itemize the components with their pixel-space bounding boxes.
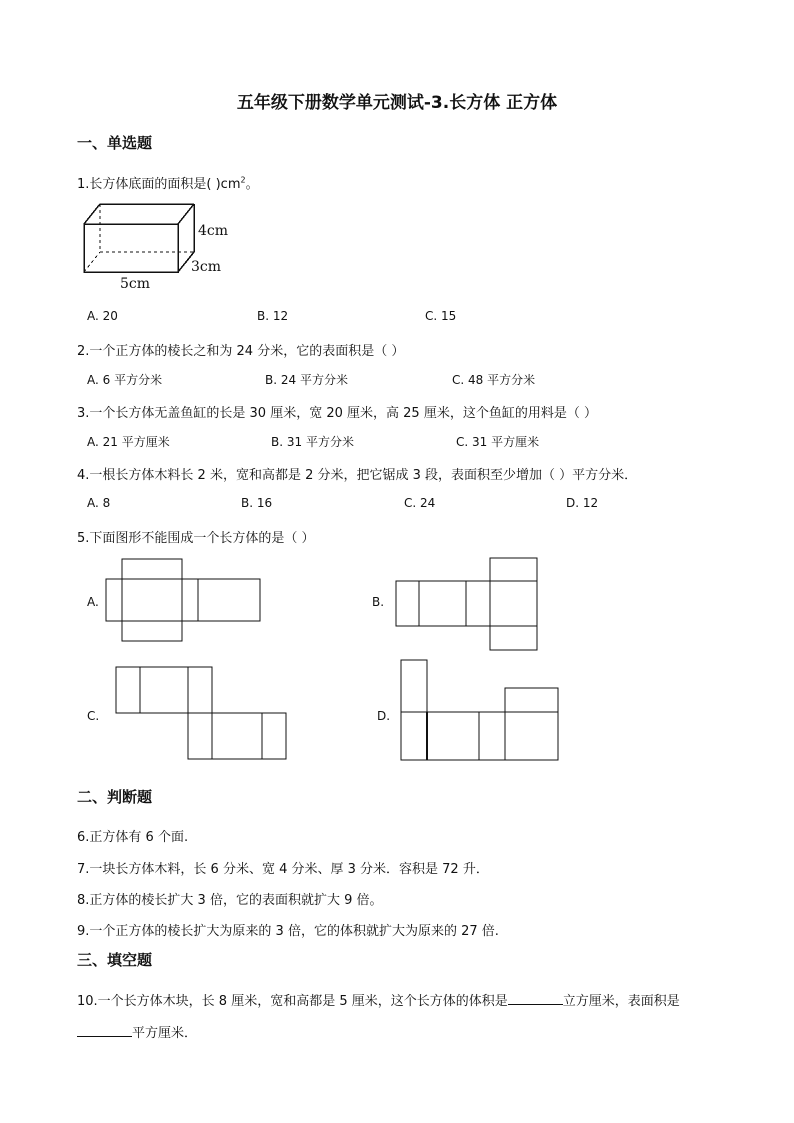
question-5: 5.下面图形不能围成一个长方体的是（ ） [77, 531, 315, 546]
net-c-lower-strip [188, 713, 286, 759]
question-10-text-c: 平方厘米． [132, 1026, 198, 1041]
question-10-line-1 [77, 990, 680, 1009]
q5-option-a[interactable]: A. [87, 595, 99, 609]
label-depth: 3cm [191, 259, 222, 275]
question-1 [77, 173, 259, 192]
q5-option-b[interactable]: B. [372, 595, 385, 609]
cuboid-edge [178, 204, 194, 224]
question-1-text: 1.长方体底面的面积是( )cm [77, 177, 241, 192]
question-4: 4.一根长方体木料长 2 米，宽和高都是 2 分米，把它锯成 3 段，表面积至少增加（ ）平方分米． [77, 468, 638, 483]
blank-volume[interactable] [508, 992, 563, 1005]
section-heading-true-false: 二、判断题 [77, 788, 153, 806]
net-c-upper-strip [116, 667, 212, 713]
net-d-figure [398, 658, 562, 764]
cuboid-hidden-edge [84, 252, 100, 272]
q5-option-c[interactable]: C. [87, 709, 100, 723]
net-a-figure [100, 556, 265, 646]
q4-option-b[interactable]: B. 16 [241, 496, 273, 510]
net-a-bottom-face [122, 621, 182, 641]
question-1-superscript: 2 [240, 175, 246, 185]
q4-option-a[interactable]: A. 8 [87, 496, 111, 510]
question-10-line-2 [77, 1022, 197, 1041]
cuboid-figure [80, 196, 240, 296]
q3-option-b[interactable]: B. 31 平方分米 [271, 435, 354, 449]
question-2: 2.一个正方体的棱长之和为 24 分米，它的表面积是（ ） [77, 344, 405, 359]
net-a-top-face [122, 559, 182, 579]
net-d-top-right-face [505, 688, 558, 712]
question-3: 3.一个长方体无盖鱼缸的长是 30 厘米，宽 20 厘米，高 25 厘米，这个鱼缸的用料是（ ） [77, 406, 597, 421]
question-10-text-a: 10.一个长方体木块，长 8 厘米，宽和高都是 5 厘米，这个长方体的体积是 [77, 994, 508, 1009]
q2-option-a[interactable]: A. 6 平方分米 [87, 373, 163, 387]
net-c-figure [114, 664, 290, 764]
section-heading-single-choice: 一、单选题 [77, 134, 153, 152]
blank-surface-area[interactable] [77, 1024, 132, 1037]
cuboid-edge [84, 204, 100, 224]
question-9: 9.一个正方体的棱长扩大为原来的 3 倍，它的体积就扩大为原来的 27 倍. [77, 924, 499, 939]
q3-option-c[interactable]: C. 31 平方厘米 [456, 435, 540, 449]
page-title: 五年级下册数学单元测试-3.长方体 正方体 [236, 93, 558, 113]
question-7: 7.一块长方体木料，长 6 分米、宽 4 分米、厚 3 分米．容积是 72 升． [77, 862, 489, 877]
question-6: 6.正方体有 6 个面. [77, 830, 189, 845]
net-d-tall-face [401, 660, 427, 712]
q1-option-b[interactable]: B. 12 [257, 309, 289, 323]
question-10-text-b: 立方厘米，表面积是 [562, 994, 680, 1009]
label-height: 4cm [198, 223, 229, 239]
net-a-middle-strip [106, 579, 260, 621]
q4-option-d[interactable]: D. 12 [566, 496, 599, 510]
q2-option-b[interactable]: B. 24 平方分米 [265, 373, 348, 387]
question-8: 8.正方体的棱长扩大 3 倍，它的表面积就扩大 9 倍。 [77, 893, 383, 908]
net-b-top-face [490, 558, 537, 581]
q3-option-a[interactable]: A. 21 平方厘米 [87, 435, 170, 449]
section-heading-fill-blank: 三、填空题 [77, 951, 153, 969]
q4-option-c[interactable]: C. 24 [404, 496, 436, 510]
net-b-bottom-face [490, 626, 537, 650]
label-length: 5cm [120, 276, 151, 292]
q1-option-c[interactable]: C. 15 [425, 309, 457, 323]
q1-option-a[interactable]: A. 20 [87, 309, 118, 323]
net-b-figure [393, 556, 543, 652]
q5-option-d[interactable]: D. [377, 709, 391, 723]
q2-option-c[interactable]: C. 48 平方分米 [452, 373, 536, 387]
question-1-text-end: 。 [245, 177, 259, 192]
cuboid-front-face [84, 224, 178, 272]
